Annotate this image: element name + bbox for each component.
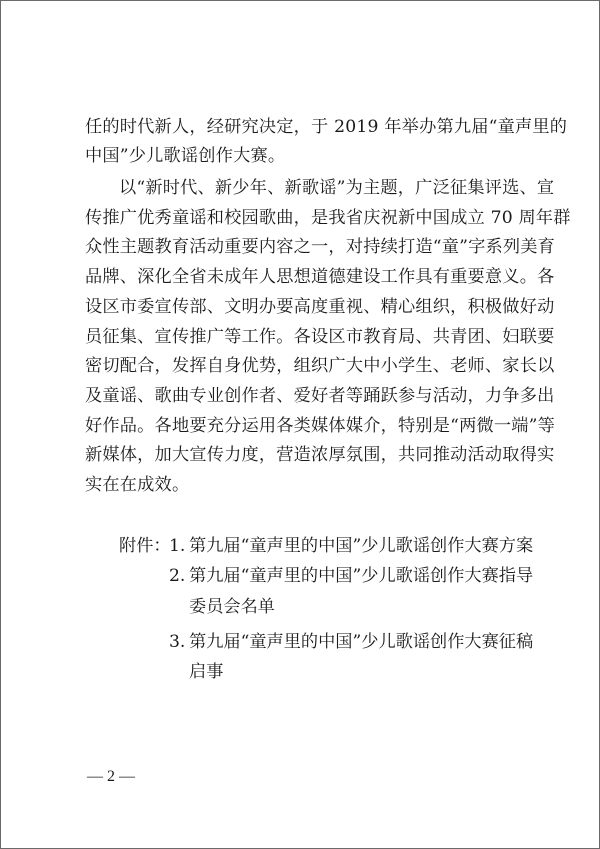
attachment-3-title-cont: 启事 — [189, 662, 224, 682]
attachment-1-title: 第九届“童声里的中国”少儿歌谣创作大赛方案 — [189, 536, 534, 556]
body-line-5: 众性主题教育活动重要内容之一，对持续打造“童”字系列美育 — [85, 237, 556, 257]
body-line-12: 新媒体，加大宣传力度，营造浓厚氛围，共同推动活动取得实 — [85, 445, 555, 465]
attachments-label: 附件： — [119, 536, 171, 556]
body-line-9: 密切配合，发挥自身优势，组织广大中小学生、老师、家长以 — [85, 356, 555, 376]
body-line-4: 传推广优秀童谣和校园歌曲，是我省庆祝新中国成立 70 周年群 — [85, 208, 571, 228]
attachment-2-title-cont: 委员会名单 — [189, 597, 275, 617]
page-number: — 2 — — [87, 768, 135, 785]
body-line-6: 品牌、深化全省未成年人思想道德建设工作具有重要意义。各 — [85, 267, 555, 287]
attachment-1-number: 1. — [169, 536, 186, 556]
attachment-3-number: 3. — [169, 632, 186, 652]
body-line-3: 以“新时代、新少年、新歌谣”为主题，广泛征集评选、宣 — [119, 178, 555, 198]
body-line-10: 及童谣、歌曲专业创作者、爱好者等踊跃参与活动，力争多出 — [85, 386, 555, 406]
body-line-2: 中国”少儿歌谣创作大赛。 — [85, 146, 286, 166]
body-line-11: 好作品。各地要充分运用各类媒体媒介，特别是“两微一端”等 — [85, 416, 556, 436]
attachment-2-title: 第九届“童声里的中国”少儿歌谣创作大赛指导 — [189, 566, 534, 586]
attachment-2-number: 2. — [169, 566, 186, 586]
attachment-3-title: 第九届“童声里的中国”少儿歌谣创作大赛征稿 — [189, 632, 534, 652]
body-line-8: 员征集、宣传推广等工作。各设区市教育局、共青团、妇联要 — [85, 327, 555, 347]
body-line-7: 设区市委宣传部、文明办要高度重视、精心组织，积极做好动 — [85, 297, 555, 317]
body-line-13: 实在在成效。 — [85, 475, 190, 495]
body-line-1: 任的时代新人，经研究决定，于 2019 年举办第九届“童声里的 — [85, 117, 568, 137]
